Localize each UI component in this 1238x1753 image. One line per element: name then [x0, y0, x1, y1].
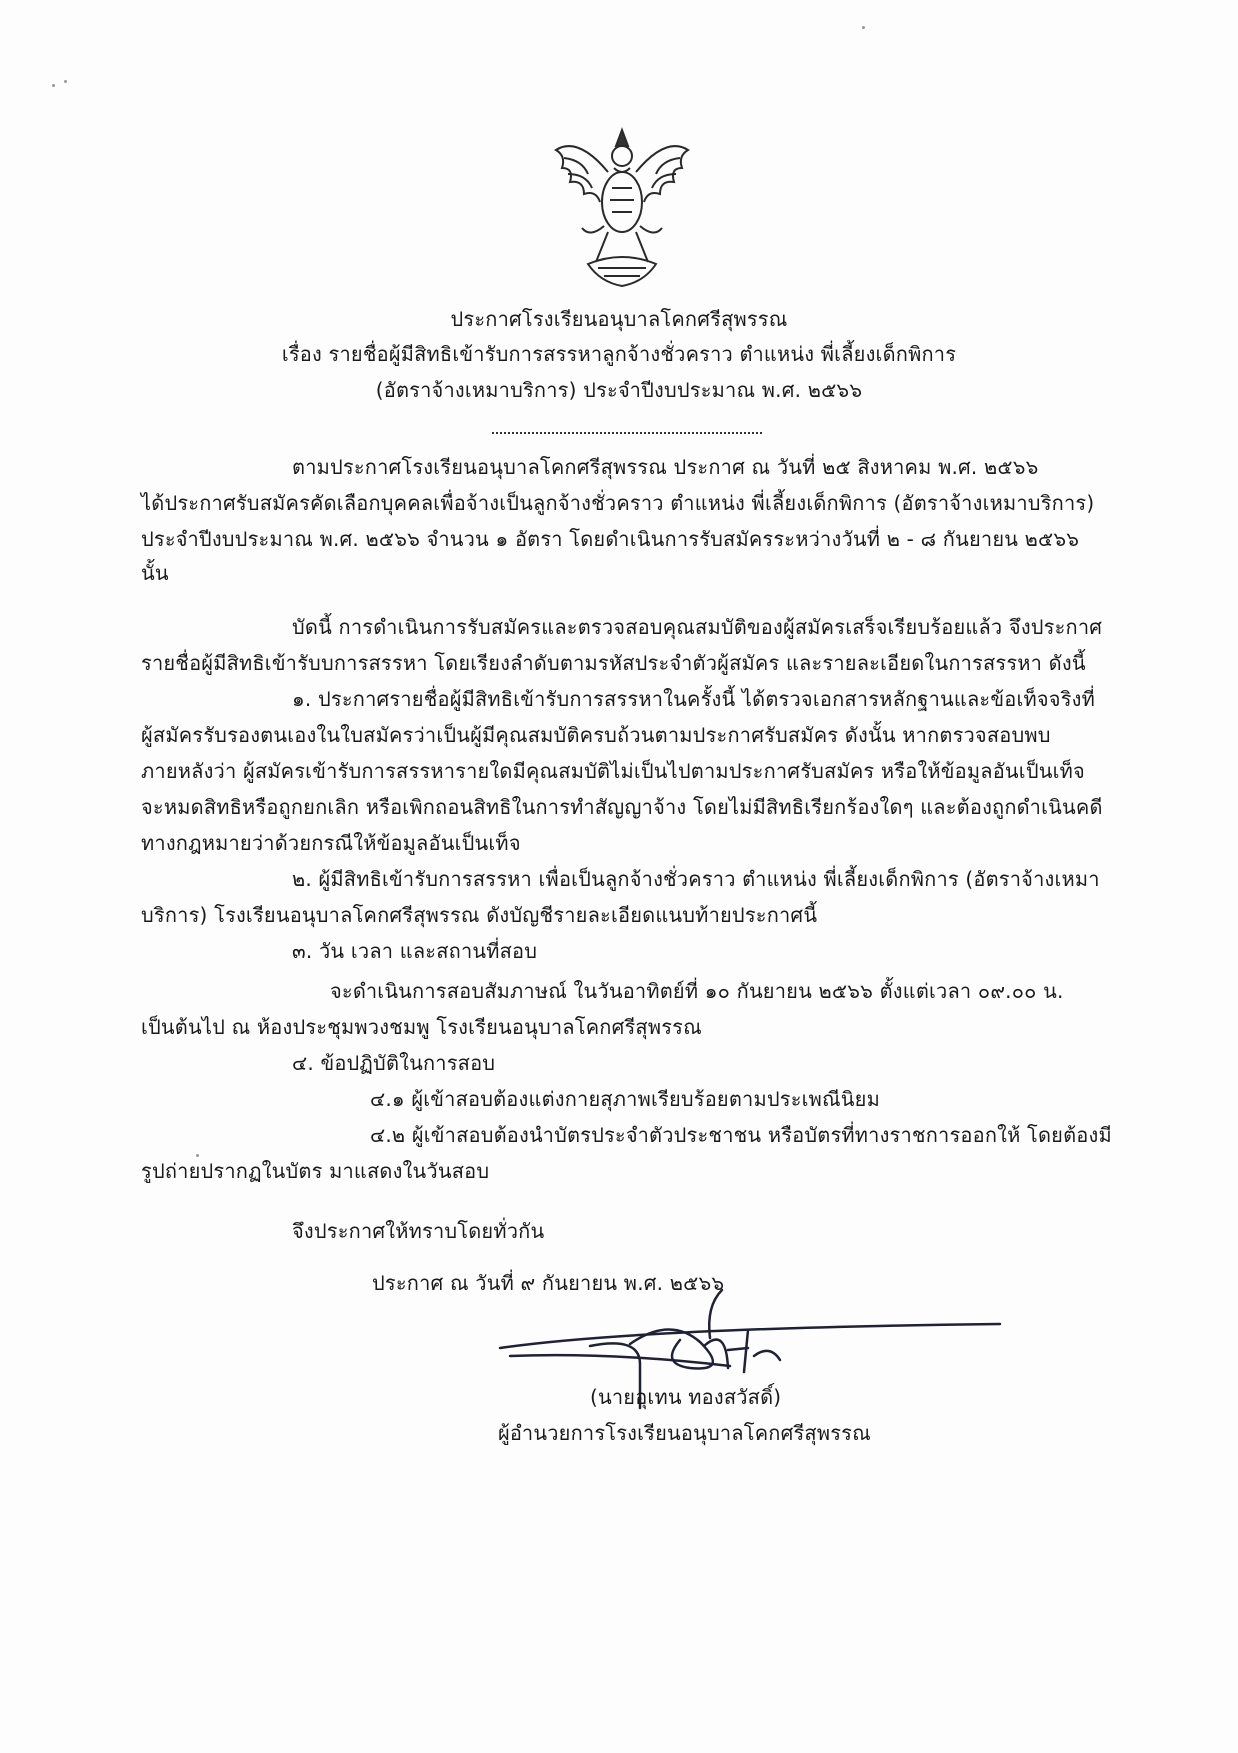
body-line: ๒. ผู้มีสิทธิเข้ารับการสรรหา เพื่อเป็นลูกจ้างชั่วคราว ตำแหน่ง พี่เลี้ยงเด็กพิการ (อัตราจ้างเหมา [292, 867, 1100, 891]
announcement-date: ประกาศ ณ วันที่ ๙ กันยายน พ.ศ. ๒๕๖๖ [372, 1271, 725, 1295]
body-line: ได้ประกาศรับสมัครคัดเลือกบุคคลเพื่อจ้างเป็นลูกจ้างชั่วคราว ตำแหน่ง พี่เลี้ยงเด็กพิการ (อัตราจ้างเหมาบริการ) [141, 491, 1095, 515]
body-line: รายชื่อผู้มีสิทธิเข้ารับบการสรรหา โดยเรียงลำดับตามรหัสประจำตัวผู้สมัคร และรายละเอียดในการสรรหา ดังนี้ [141, 651, 1086, 675]
scan-speck [52, 84, 55, 87]
body-line: ประจำปีงบประมาณ พ.ศ. ๒๕๖๖ จำนวน ๑ อัตรา โดยดำเนินการรับสมัครระหว่างวันที่ ๒ - ๘ กันยายน ๒๕๖๖ [141, 527, 1080, 551]
announcement-org-title: ประกาศโรงเรียนอนุบาลโคกศรีสุพรรณ [450, 307, 788, 331]
body-line: ๔.๒ ผู้เข้าสอบต้องนำบัตรประจำตัวประชาชน หรือบัตรที่ทางราชการออกให้ โดยต้องมี [370, 1123, 1112, 1147]
body-line: บัดนี้ การดำเนินการรับสมัครและตรวจสอบคุณสมบัติของผู้สมัครเสร็จเรียบร้อยแล้ว จึงประกาศ [292, 615, 1103, 639]
body-line: นั้น [141, 561, 169, 585]
announcement-subject: เรื่อง รายชื่อผู้มีสิทธิเข้ารับการสรรหาลูกจ้างชั่วคราว ตำแหน่ง พี่เลี้ยงเด็กพิการ [281, 342, 957, 366]
body-line: บริการ) โรงเรียนอนุบาลโคกศรีสุพรรณ ดังบัญชีรายละเอียดแนบท้ายประกาศนี้ [141, 903, 818, 927]
body-line: ผู้สมัครรับรองตนเองในใบสมัครว่าเป็นผู้มีคุณสมบัติครบถ้วนตามประกาศรับสมัคร ดังนั้น หากตรวจสอบพบ [141, 723, 1051, 747]
body-line: ทางกฎหมายว่าด้วยกรณีให้ข้อมูลอันเป็นเท็จ [141, 831, 521, 855]
scan-speck [64, 80, 67, 83]
dotted-divider [492, 432, 762, 434]
body-line: ๑. ประกาศรายชื่อผู้มีสิทธิเข้ารับการสรรหาในครั้งนี้ ได้ตรวจเอกสารหลักฐานและข้อเท็จจริงที่ [292, 687, 1095, 711]
body-line: เป็นต้นไป ณ ห้องประชุมพวงชมพู โรงเรียนอนุบาลโคกศรีสุพรรณ [141, 1015, 702, 1039]
body-line: จะดำเนินการสอบสัมภาษณ์ ในวันอาทิตย์ที่ ๑๐ กันยายน ๒๕๖๖ ตั้งแต่เวลา ๐๙.๐๐ น. [330, 979, 1064, 1003]
garuda-emblem-icon [548, 116, 696, 292]
body-line: ๔.๑ ผู้เข้าสอบต้องแต่งกายสุภาพเรียบร้อยตามประเพณีนิยม [370, 1087, 880, 1111]
scan-speck [862, 26, 865, 29]
announcement-subject-continued: (อัตราจ้างเหมาบริการ) ประจำปีงบประมาณ พ.ศ. ๒๕๖๖ [375, 378, 863, 402]
signatory-title: ผู้อำนวยการโรงเรียนอนุบาลโคกศรีสุพรรณ [498, 1421, 871, 1445]
body-line: ๓. วัน เวลา และสถานที่สอบ [292, 939, 538, 963]
body-line: จะหมดสิทธิหรือถูกยกเลิก หรือเพิกถอนสิทธิในการทำสัญญาจ้าง โดยไม่มีสิทธิเรียกร้องใดๆ และต้องถูกดำเนินคดี [141, 795, 1103, 819]
body-line: ตามประกาศโรงเรียนอนุบาลโคกศรีสุพรรณ ประกาศ ณ วันที่ ๒๕ สิงหาคม พ.ศ. ๒๕๖๖ [292, 455, 1039, 479]
body-line: ภายหลังว่า ผู้สมัครเข้ารับการสรรหารายใดมีคุณสมบัติไม่เป็นไปตามประกาศรับสมัคร หรือให้ข้อมูลอันเป็นเท็จ [141, 759, 1085, 783]
body-line: ๔. ข้อปฏิบัติในการสอบ [292, 1051, 496, 1075]
signatory-name: (นายอุเทน ทองสวัสดิ์) [590, 1385, 782, 1409]
body-line: จึงประกาศให้ทราบโดยทั่วกัน [292, 1219, 545, 1243]
body-line: รูปถ่ายปรากฏในบัตร มาแสดงในวันสอบ [141, 1159, 490, 1183]
